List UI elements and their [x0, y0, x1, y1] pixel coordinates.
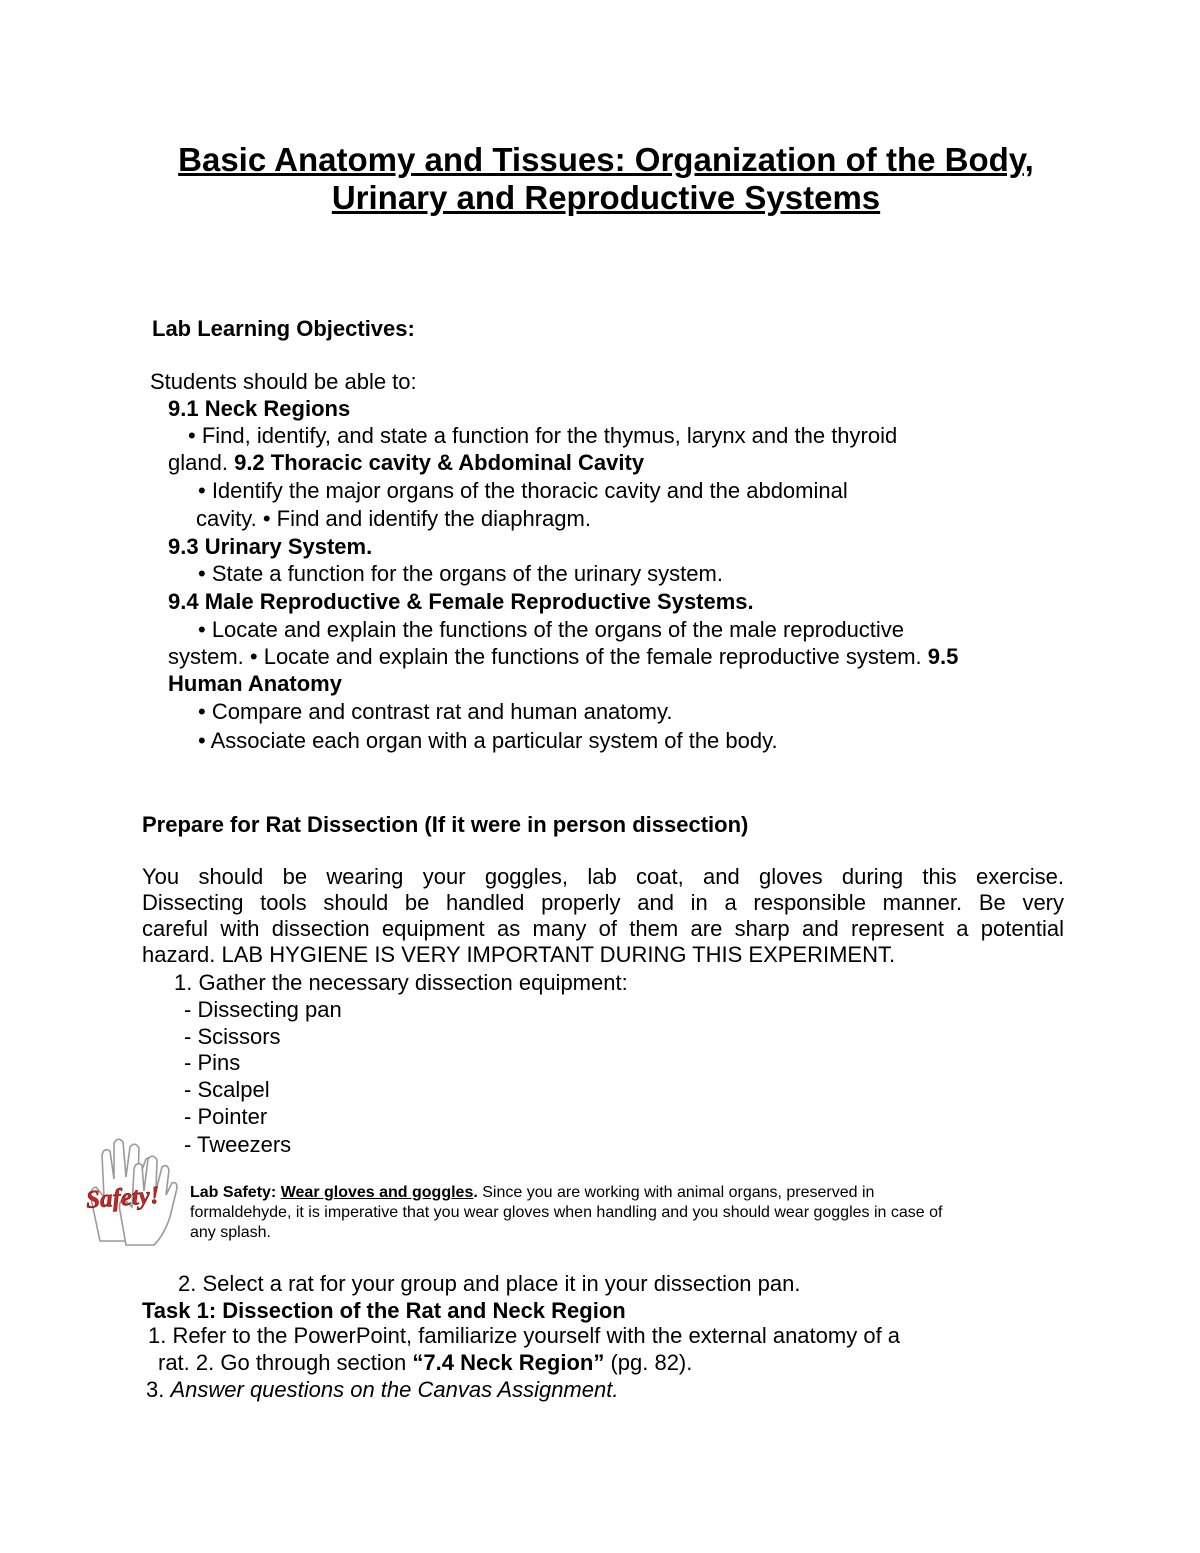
section-9-5-number: 9.5: [927, 644, 959, 669]
task-1-heading: Task 1: Dissection of the Rat and Neck Region: [142, 1298, 626, 1323]
section-reference: “7.4 Neck Region”: [412, 1350, 605, 1375]
prepare-paragraph-line-4: hazard. LAB HYGIENE IS VERY IMPORTANT DURING THIS EXPERIMENT.: [142, 942, 896, 967]
task-1-line-3-number: 3.: [146, 1377, 171, 1402]
page-reference: (pg. 82).: [604, 1350, 693, 1375]
equipment-item: - Pointer: [184, 1104, 268, 1129]
page-title-line-2: Urinary and Reproductive Systems: [331, 179, 881, 216]
equipment-item: - Tweezers: [184, 1132, 292, 1157]
section-9-5-title: Human Anatomy: [168, 671, 342, 696]
safety-note-line-2: formaldehyde, it is imperative that you wear gloves when handling and you should wear goggles in case of: [190, 1204, 943, 1221]
step-1: 1. Gather the necessary dissection equipment:: [174, 970, 628, 995]
equipment-item: - Scalpel: [184, 1077, 270, 1102]
safety-period: .: [473, 1184, 478, 1201]
section-9-2-bullet-line-1: • Identify the major organs of the thoracic cavity and the abdominal: [198, 478, 848, 503]
section-9-3-title: 9.3 Urinary System.: [168, 534, 373, 559]
section-9-3-bullet: • State a function for the organs of the urinary system.: [198, 561, 723, 586]
section-9-1-title: 9.1 Neck Regions: [168, 396, 351, 421]
equipment-item: - Dissecting pan: [184, 997, 342, 1022]
safety-note-line-3: any splash.: [190, 1224, 271, 1241]
task-1-line-2-start: rat. 2. Go through section: [158, 1350, 413, 1375]
task-1-line-2: [158, 1349, 692, 1376]
safety-gloves-icon: [78, 1133, 182, 1249]
objectives-heading: Lab Learning Objectives:: [152, 316, 415, 341]
section-9-5-bullet-1: • Compare and contrast rat and human anatomy.: [198, 699, 673, 724]
page-title-line-1: Basic Anatomy and Tissues: Organization of the Body,: [178, 141, 1034, 178]
prepare-heading: Prepare for Rat Dissection (If it were in person dissection): [142, 812, 749, 837]
canvas-assignment-instruction: Answer questions on the Canvas Assignment.: [170, 1377, 619, 1402]
svg-text:Safety!: Safety!: [85, 1181, 161, 1214]
section-9-1-bullet-line-1: • Find, identify, and state a function for the thymus, larynx and the thyroid: [188, 423, 898, 448]
prepare-paragraph-line-2: Dissecting tools should be handled properly and in a responsible manner. Be very: [142, 890, 1064, 915]
section-9-1-bullet-line-2: [168, 449, 644, 476]
safety-note-line-1: [190, 1183, 874, 1203]
prepare-paragraph-line-1: You should be wearing your goggles, lab coat, and gloves during this exercise.: [142, 864, 1064, 889]
section-9-5-bullet-2: • Associate each organ with a particular system of the body.: [198, 728, 778, 753]
task-1-line-1: 1. Refer to the PowerPoint, familiarize yourself with the external anatomy of a: [148, 1323, 901, 1348]
section-9-4-bullet-line-2: [168, 643, 958, 670]
safety-text-1: Since you are working with animal organs, preserved in: [482, 1184, 875, 1201]
section-9-2-title: 9.2 Thoracic cavity & Abdominal Cavity: [234, 450, 645, 475]
equipment-item: - Pins: [184, 1050, 241, 1075]
equipment-item: - Scissors: [184, 1024, 281, 1049]
section-9-4-bullet-line-1: • Locate and explain the functions of the organs of the male reproductive: [198, 617, 905, 642]
safety-label: Lab Safety:: [190, 1184, 277, 1201]
section-9-2-bullet-line-2: cavity. • Find and identify the diaphragm.: [196, 506, 591, 531]
task-1-line-3: [146, 1376, 618, 1403]
prepare-paragraph-line-3: careful with dissection equipment as many of them are sharp and represent a potential: [142, 916, 1064, 941]
section-9-4-bullet-end: system. • Locate and explain the functions of the female reproductive system.: [168, 644, 922, 669]
step-2: 2. Select a rat for your group and place it in your dissection pan.: [178, 1271, 801, 1296]
objectives-intro: Students should be able to:: [150, 369, 417, 394]
section-9-1-bullet-end: gland.: [168, 450, 228, 475]
section-9-4-title: 9.4 Male Reproductive & Female Reproductive Systems.: [168, 589, 754, 614]
safety-emphasis: Wear gloves and goggles: [280, 1184, 474, 1201]
